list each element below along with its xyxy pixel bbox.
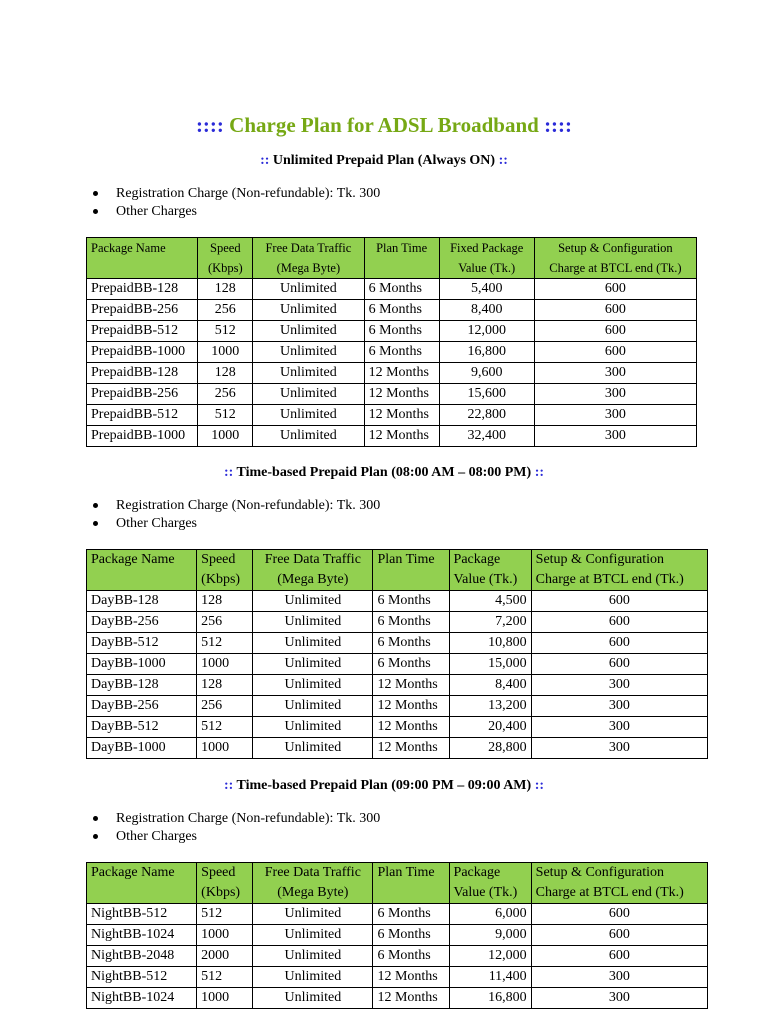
cell-setup: 600 [531,591,707,612]
cell-package: DayBB-256 [87,612,197,633]
cell-package: DayBB-1000 [87,738,197,759]
table-row [87,988,708,1009]
col-header: Package Name [87,238,198,279]
cell-plan-time: 6 Months [373,633,449,654]
cell-traffic: Unlimited [253,696,373,717]
cell-traffic: Unlimited [253,363,364,384]
col-header: (Kbps) [197,883,253,904]
cell-value: 28,800 [449,738,531,759]
bullet-list [92,810,380,846]
cell-value: 4,500 [449,591,531,612]
cell-speed: 512 [197,633,253,654]
cell-speed: 512 [197,967,253,988]
cell-speed: 256 [198,384,253,405]
cell-traffic: Unlimited [253,612,373,633]
bullet-item: Registration Charge (Non-refundable): Tk. 300 [92,185,380,203]
cell-traffic: Unlimited [253,279,364,300]
cell-value: 8,400 [439,300,534,321]
cell-setup: 300 [534,363,696,384]
section-heading-night [0,778,768,794]
table-row [87,279,697,300]
col-header: Plan Time [373,863,449,904]
heading-suffix: :: [534,778,545,793]
table-row [87,612,708,633]
col-header: Free Data Traffic [253,550,373,571]
table-row [87,904,708,925]
cell-setup: 300 [531,675,707,696]
cell-plan-time: 12 Months [364,405,439,426]
bullet-item: Other Charges [92,828,380,846]
cell-value: 9,600 [439,363,534,384]
cell-traffic: Unlimited [253,904,373,925]
cell-speed: 1000 [197,925,253,946]
cell-plan-time: 12 Months [364,384,439,405]
col-header: Value (Tk.) [439,258,534,279]
col-header: (Mega Byte) [253,570,373,591]
cell-package: PrepaidBB-1000 [87,342,198,363]
table-row [87,426,697,447]
cell-speed: 128 [198,279,253,300]
cell-setup: 300 [534,426,696,447]
cell-plan-time: 12 Months [364,363,439,384]
heading-suffix: :: [498,153,508,168]
cell-package: PrepaidBB-256 [87,300,198,321]
cell-package: PrepaidBB-256 [87,384,198,405]
cell-plan-time: 6 Months [373,654,449,675]
title-prefix: :::: [195,113,224,137]
cell-plan-time: 12 Months [373,738,449,759]
plan-table [86,549,708,759]
cell-plan-time: 6 Months [364,342,439,363]
col-header: (Mega Byte) [253,258,364,279]
table-row [87,717,708,738]
col-header: Value (Tk.) [449,883,531,904]
cell-value: 5,400 [439,279,534,300]
heading-prefix: :: [223,465,234,480]
cell-traffic: Unlimited [253,675,373,696]
cell-package: NightBB-1024 [87,988,197,1009]
cell-plan-time: 6 Months [373,591,449,612]
bullet-item: Other Charges [92,203,380,221]
cell-plan-time: 12 Months [373,675,449,696]
col-header: (Mega Byte) [253,883,373,904]
cell-package: PrepaidBB-512 [87,321,198,342]
section-heading-day [0,465,768,481]
col-header: Free Data Traffic [253,863,373,884]
cell-plan-time: 6 Months [373,925,449,946]
cell-value: 15,000 [449,654,531,675]
cell-speed: 1000 [197,654,253,675]
col-header: Charge at BTCL end (Tk.) [534,258,696,279]
cell-package: PrepaidBB-1000 [87,426,198,447]
col-header: Speed [197,863,253,884]
cell-value: 6,000 [449,904,531,925]
cell-package: DayBB-512 [87,717,197,738]
cell-setup: 300 [531,696,707,717]
cell-traffic: Unlimited [253,342,364,363]
col-header: Speed [198,238,253,259]
cell-traffic: Unlimited [253,946,373,967]
cell-value: 12,000 [439,321,534,342]
cell-setup: 600 [531,904,707,925]
cell-package: NightBB-1024 [87,925,197,946]
table-row [87,675,708,696]
cell-setup: 600 [534,342,696,363]
cell-plan-time: 6 Months [364,321,439,342]
cell-setup: 300 [534,384,696,405]
cell-package: DayBB-512 [87,633,197,654]
cell-value: 15,600 [439,384,534,405]
cell-plan-time: 6 Months [373,904,449,925]
cell-plan-time: 12 Months [373,967,449,988]
cell-plan-time: 12 Months [373,717,449,738]
table-row [87,300,697,321]
cell-speed: 1000 [198,342,253,363]
cell-setup: 600 [531,612,707,633]
cell-traffic: Unlimited [253,633,373,654]
col-header: Package [449,863,531,884]
cell-setup: 600 [531,946,707,967]
table-row [87,342,697,363]
cell-setup: 300 [534,405,696,426]
cell-traffic: Unlimited [253,300,364,321]
col-header: Charge at BTCL end (Tk.) [531,570,707,591]
col-header: Value (Tk.) [449,570,531,591]
col-header: Free Data Traffic [253,238,364,259]
cell-package: NightBB-512 [87,904,197,925]
cell-package: DayBB-256 [87,696,197,717]
cell-speed: 256 [198,300,253,321]
heading-prefix: :: [260,153,270,168]
cell-speed: 512 [198,405,253,426]
cell-speed: 512 [197,904,253,925]
cell-speed: 256 [197,612,253,633]
cell-package: PrepaidBB-512 [87,405,198,426]
plan-table [86,237,697,447]
title-suffix: :::: [544,113,573,137]
cell-setup: 300 [531,738,707,759]
table-row [87,591,708,612]
table-row [87,738,708,759]
col-header: Setup & Configuration [531,863,707,884]
cell-traffic: Unlimited [253,654,373,675]
cell-traffic: Unlimited [253,591,373,612]
cell-setup: 600 [534,279,696,300]
cell-package: DayBB-1000 [87,654,197,675]
cell-package: DayBB-128 [87,591,197,612]
bullet-list [92,497,380,533]
cell-value: 8,400 [449,675,531,696]
cell-speed: 1000 [198,426,253,447]
bullet-item: Registration Charge (Non-refundable): Tk. 300 [92,810,380,828]
cell-value: 22,800 [439,405,534,426]
cell-speed: 1000 [197,988,253,1009]
cell-speed: 128 [197,675,253,696]
heading-text: Time-based Prepaid Plan (09:00 PM – 09:00 AM) [236,778,532,793]
table-row [87,654,708,675]
cell-traffic: Unlimited [253,988,373,1009]
cell-traffic: Unlimited [253,925,373,946]
bullet-list [92,185,380,221]
col-header: Plan Time [364,238,439,279]
cell-speed: 512 [198,321,253,342]
heading-text: Time-based Prepaid Plan (08:00 AM – 08:00 PM) [236,465,532,480]
cell-setup: 600 [531,654,707,675]
cell-package: DayBB-128 [87,675,197,696]
cell-traffic: Unlimited [253,384,364,405]
table-row [87,363,697,384]
cell-value: 20,400 [449,717,531,738]
cell-speed: 256 [197,696,253,717]
cell-speed: 512 [197,717,253,738]
cell-value: 16,800 [439,342,534,363]
cell-traffic: Unlimited [253,738,373,759]
cell-traffic: Unlimited [253,321,364,342]
cell-package: PrepaidBB-128 [87,279,198,300]
cell-plan-time: 6 Months [373,612,449,633]
cell-value: 10,800 [449,633,531,654]
plan-table [86,862,708,1009]
table-row [87,946,708,967]
col-header: (Kbps) [198,258,253,279]
cell-traffic: Unlimited [253,405,364,426]
table-row [87,925,708,946]
table-row [87,696,708,717]
cell-value: 32,400 [439,426,534,447]
cell-traffic: Unlimited [253,426,364,447]
cell-speed: 2000 [197,946,253,967]
cell-value: 11,400 [449,967,531,988]
section-heading-unlimited [0,153,768,169]
title-text: Charge Plan for ADSL Broadband [229,113,539,137]
cell-plan-time: 6 Months [364,279,439,300]
cell-value: 9,000 [449,925,531,946]
col-header: Fixed Package [439,238,534,259]
cell-plan-time: 12 Months [364,426,439,447]
cell-traffic: Unlimited [253,967,373,988]
cell-plan-time: 6 Months [364,300,439,321]
bullet-item: Other Charges [92,515,380,533]
page-title [0,113,768,138]
cell-setup: 600 [531,633,707,654]
col-header: Package Name [87,863,197,904]
cell-value: 7,200 [449,612,531,633]
col-header: Package [449,550,531,571]
cell-setup: 600 [534,321,696,342]
cell-setup: 600 [534,300,696,321]
heading-text: Unlimited Prepaid Plan (Always ON) [272,153,496,168]
cell-setup: 300 [531,967,707,988]
cell-package: NightBB-512 [87,967,197,988]
heading-prefix: :: [223,778,234,793]
table-row [87,321,697,342]
cell-plan-time: 6 Months [373,946,449,967]
cell-setup: 300 [531,717,707,738]
cell-setup: 600 [531,925,707,946]
cell-plan-time: 12 Months [373,696,449,717]
cell-speed: 1000 [197,738,253,759]
table-row [87,384,697,405]
col-header: Setup & Configuration [531,550,707,571]
cell-value: 12,000 [449,946,531,967]
col-header: Package Name [87,550,197,591]
cell-value: 13,200 [449,696,531,717]
cell-traffic: Unlimited [253,717,373,738]
col-header: Speed [197,550,253,571]
heading-suffix: :: [534,465,545,480]
col-header: Setup & Configuration [534,238,696,259]
cell-speed: 128 [197,591,253,612]
cell-plan-time: 12 Months [373,988,449,1009]
table-row [87,405,697,426]
table-row [87,967,708,988]
cell-speed: 128 [198,363,253,384]
table-row [87,633,708,654]
bullet-item: Registration Charge (Non-refundable): Tk. 300 [92,497,380,515]
col-header: (Kbps) [197,570,253,591]
col-header: Charge at BTCL end (Tk.) [531,883,707,904]
cell-value: 16,800 [449,988,531,1009]
cell-package: NightBB-2048 [87,946,197,967]
cell-package: PrepaidBB-128 [87,363,198,384]
col-header: Plan Time [373,550,449,591]
cell-setup: 300 [531,988,707,1009]
